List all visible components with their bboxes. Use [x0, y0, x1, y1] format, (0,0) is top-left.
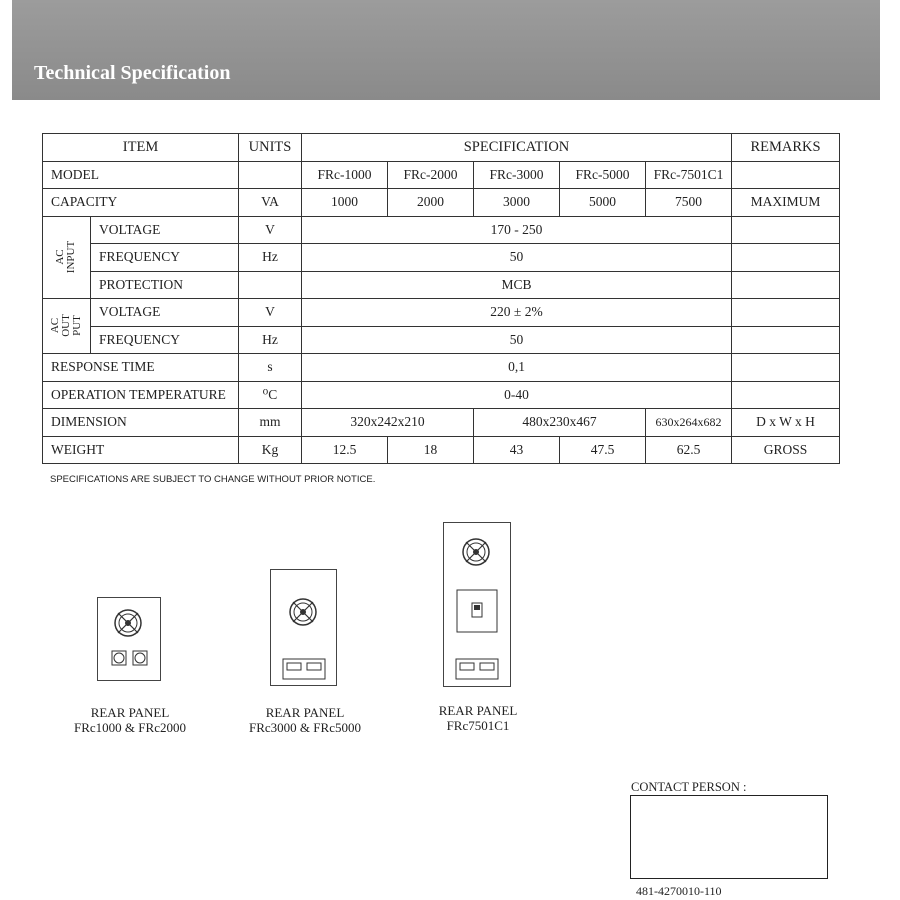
remark-cell: MAXIMUM: [732, 189, 840, 217]
rear-panel-3-caption: [403, 703, 553, 733]
table-row: [43, 299, 840, 327]
cell-empty: [732, 354, 840, 382]
table-row: [43, 436, 840, 464]
value-cell: 220 ± 2%: [302, 299, 732, 327]
value-cell: MCB: [302, 271, 732, 299]
table-row: [43, 244, 840, 272]
contact-person-box: [630, 795, 828, 879]
row-label-frequency: FREQUENCY: [91, 244, 239, 272]
model-cell: FRc-1000: [302, 161, 388, 189]
unit-cell: V: [239, 216, 302, 244]
row-label-frequency: FREQUENCY: [91, 326, 239, 354]
fan-icon: [113, 608, 143, 638]
cell-empty: [732, 381, 840, 409]
table-row: [43, 271, 840, 299]
group-label: AC OUT PUT: [48, 314, 83, 337]
fan-icon: [461, 537, 491, 567]
unit-cell: Hz: [239, 244, 302, 272]
row-label-operation-temperature: OPERATION TEMPERATURE: [43, 381, 239, 409]
breaker-icon: [456, 589, 498, 633]
unit-cell: ⁰C: [239, 381, 302, 409]
unit-cell: mm: [239, 409, 302, 437]
weight-cell: 12.5: [302, 436, 388, 464]
header-remarks: REMARKS: [732, 134, 840, 162]
unit-cell: V: [239, 299, 302, 327]
cell-empty: [239, 161, 302, 189]
caption-line: FRc3000 & FRc5000: [249, 720, 361, 735]
rear-panel-3: [443, 522, 511, 687]
group-ac-input: [43, 216, 91, 299]
table-row: [43, 354, 840, 382]
row-label-dimension: DIMENSION: [43, 409, 239, 437]
header-units: UNITS: [239, 134, 302, 162]
cell-empty: [732, 216, 840, 244]
value-cell: 0,1: [302, 354, 732, 382]
header-specification: SPECIFICATION: [302, 134, 732, 162]
rear-panel-2-caption: [230, 705, 380, 735]
value-cell: 0-40: [302, 381, 732, 409]
caption-line: REAR PANEL: [438, 703, 518, 718]
weight-cell: 18: [388, 436, 474, 464]
row-label-response-time: RESPONSE TIME: [43, 354, 239, 382]
table-row: [43, 189, 840, 217]
cell-empty: [732, 299, 840, 327]
remark-cell: GROSS: [732, 436, 840, 464]
page-title: Technical Specification: [34, 62, 231, 84]
dimension-cell: 480x230x467: [474, 409, 646, 437]
row-label-model: MODEL: [43, 161, 239, 189]
value-cell: 50: [302, 244, 732, 272]
rear-panel-1-caption: [55, 705, 205, 735]
notice-text: SPECIFICATIONS ARE SUBJECT TO CHANGE WITHOUT PRIOR NOTICE.: [50, 474, 376, 485]
model-cell: FRc-7501C1: [646, 161, 732, 189]
row-label-voltage: VOLTAGE: [91, 299, 239, 327]
rear-panel-1: [97, 597, 161, 681]
dimension-cell: 320x242x210: [302, 409, 474, 437]
caption-line: REAR PANEL: [265, 705, 345, 720]
table-row: [43, 326, 840, 354]
table-row: [43, 381, 840, 409]
row-label-weight: WEIGHT: [43, 436, 239, 464]
value-cell: 50: [302, 326, 732, 354]
table-header-row: [43, 134, 840, 162]
unit-cell: s: [239, 354, 302, 382]
capacity-cell: 5000: [560, 189, 646, 217]
capacity-cell: 3000: [474, 189, 560, 217]
header-item: ITEM: [43, 134, 239, 162]
weight-cell: 62.5: [646, 436, 732, 464]
cell-empty: [239, 271, 302, 299]
spec-table: [42, 133, 840, 464]
model-cell: FRc-2000: [388, 161, 474, 189]
cell-empty: [732, 244, 840, 272]
capacity-cell: 1000: [302, 189, 388, 217]
unit-cell: VA: [239, 189, 302, 217]
terminal-block-icon: [455, 658, 499, 680]
capacity-cell: 2000: [388, 189, 474, 217]
weight-cell: 47.5: [560, 436, 646, 464]
caption-line: REAR PANEL: [90, 705, 170, 720]
table-row: [43, 409, 840, 437]
model-cell: FRc-5000: [560, 161, 646, 189]
remark-cell: D x W x H: [732, 409, 840, 437]
weight-cell: 43: [474, 436, 560, 464]
capacity-cell: 7500: [646, 189, 732, 217]
group-ac-output: [43, 299, 91, 354]
socket-icon: [111, 650, 127, 666]
cell-empty: [732, 161, 840, 189]
rear-panel-2: [270, 569, 337, 686]
model-cell: FRc-3000: [474, 161, 560, 189]
unit-cell: Hz: [239, 326, 302, 354]
row-label-voltage: VOLTAGE: [91, 216, 239, 244]
dimension-cell: 630x264x682: [646, 409, 732, 437]
document-number: 481-4270010-110: [636, 884, 722, 898]
table-row: [43, 161, 840, 189]
terminal-block-icon: [282, 658, 326, 680]
cell-empty: [732, 326, 840, 354]
group-label: AC INPUT: [54, 240, 78, 273]
row-label-capacity: CAPACITY: [43, 189, 239, 217]
table-row: [43, 216, 840, 244]
contact-person-label: CONTACT PERSON :: [631, 780, 747, 794]
fan-icon: [288, 597, 318, 627]
caption-line: FRc7501C1: [446, 718, 510, 733]
row-label-protection: PROTECTION: [91, 271, 239, 299]
unit-cell: Kg: [239, 436, 302, 464]
socket-icon: [132, 650, 148, 666]
cell-empty: [732, 271, 840, 299]
caption-line: FRc1000 & FRc2000: [74, 720, 186, 735]
value-cell: 170 - 250: [302, 216, 732, 244]
header-banner: [12, 0, 880, 100]
